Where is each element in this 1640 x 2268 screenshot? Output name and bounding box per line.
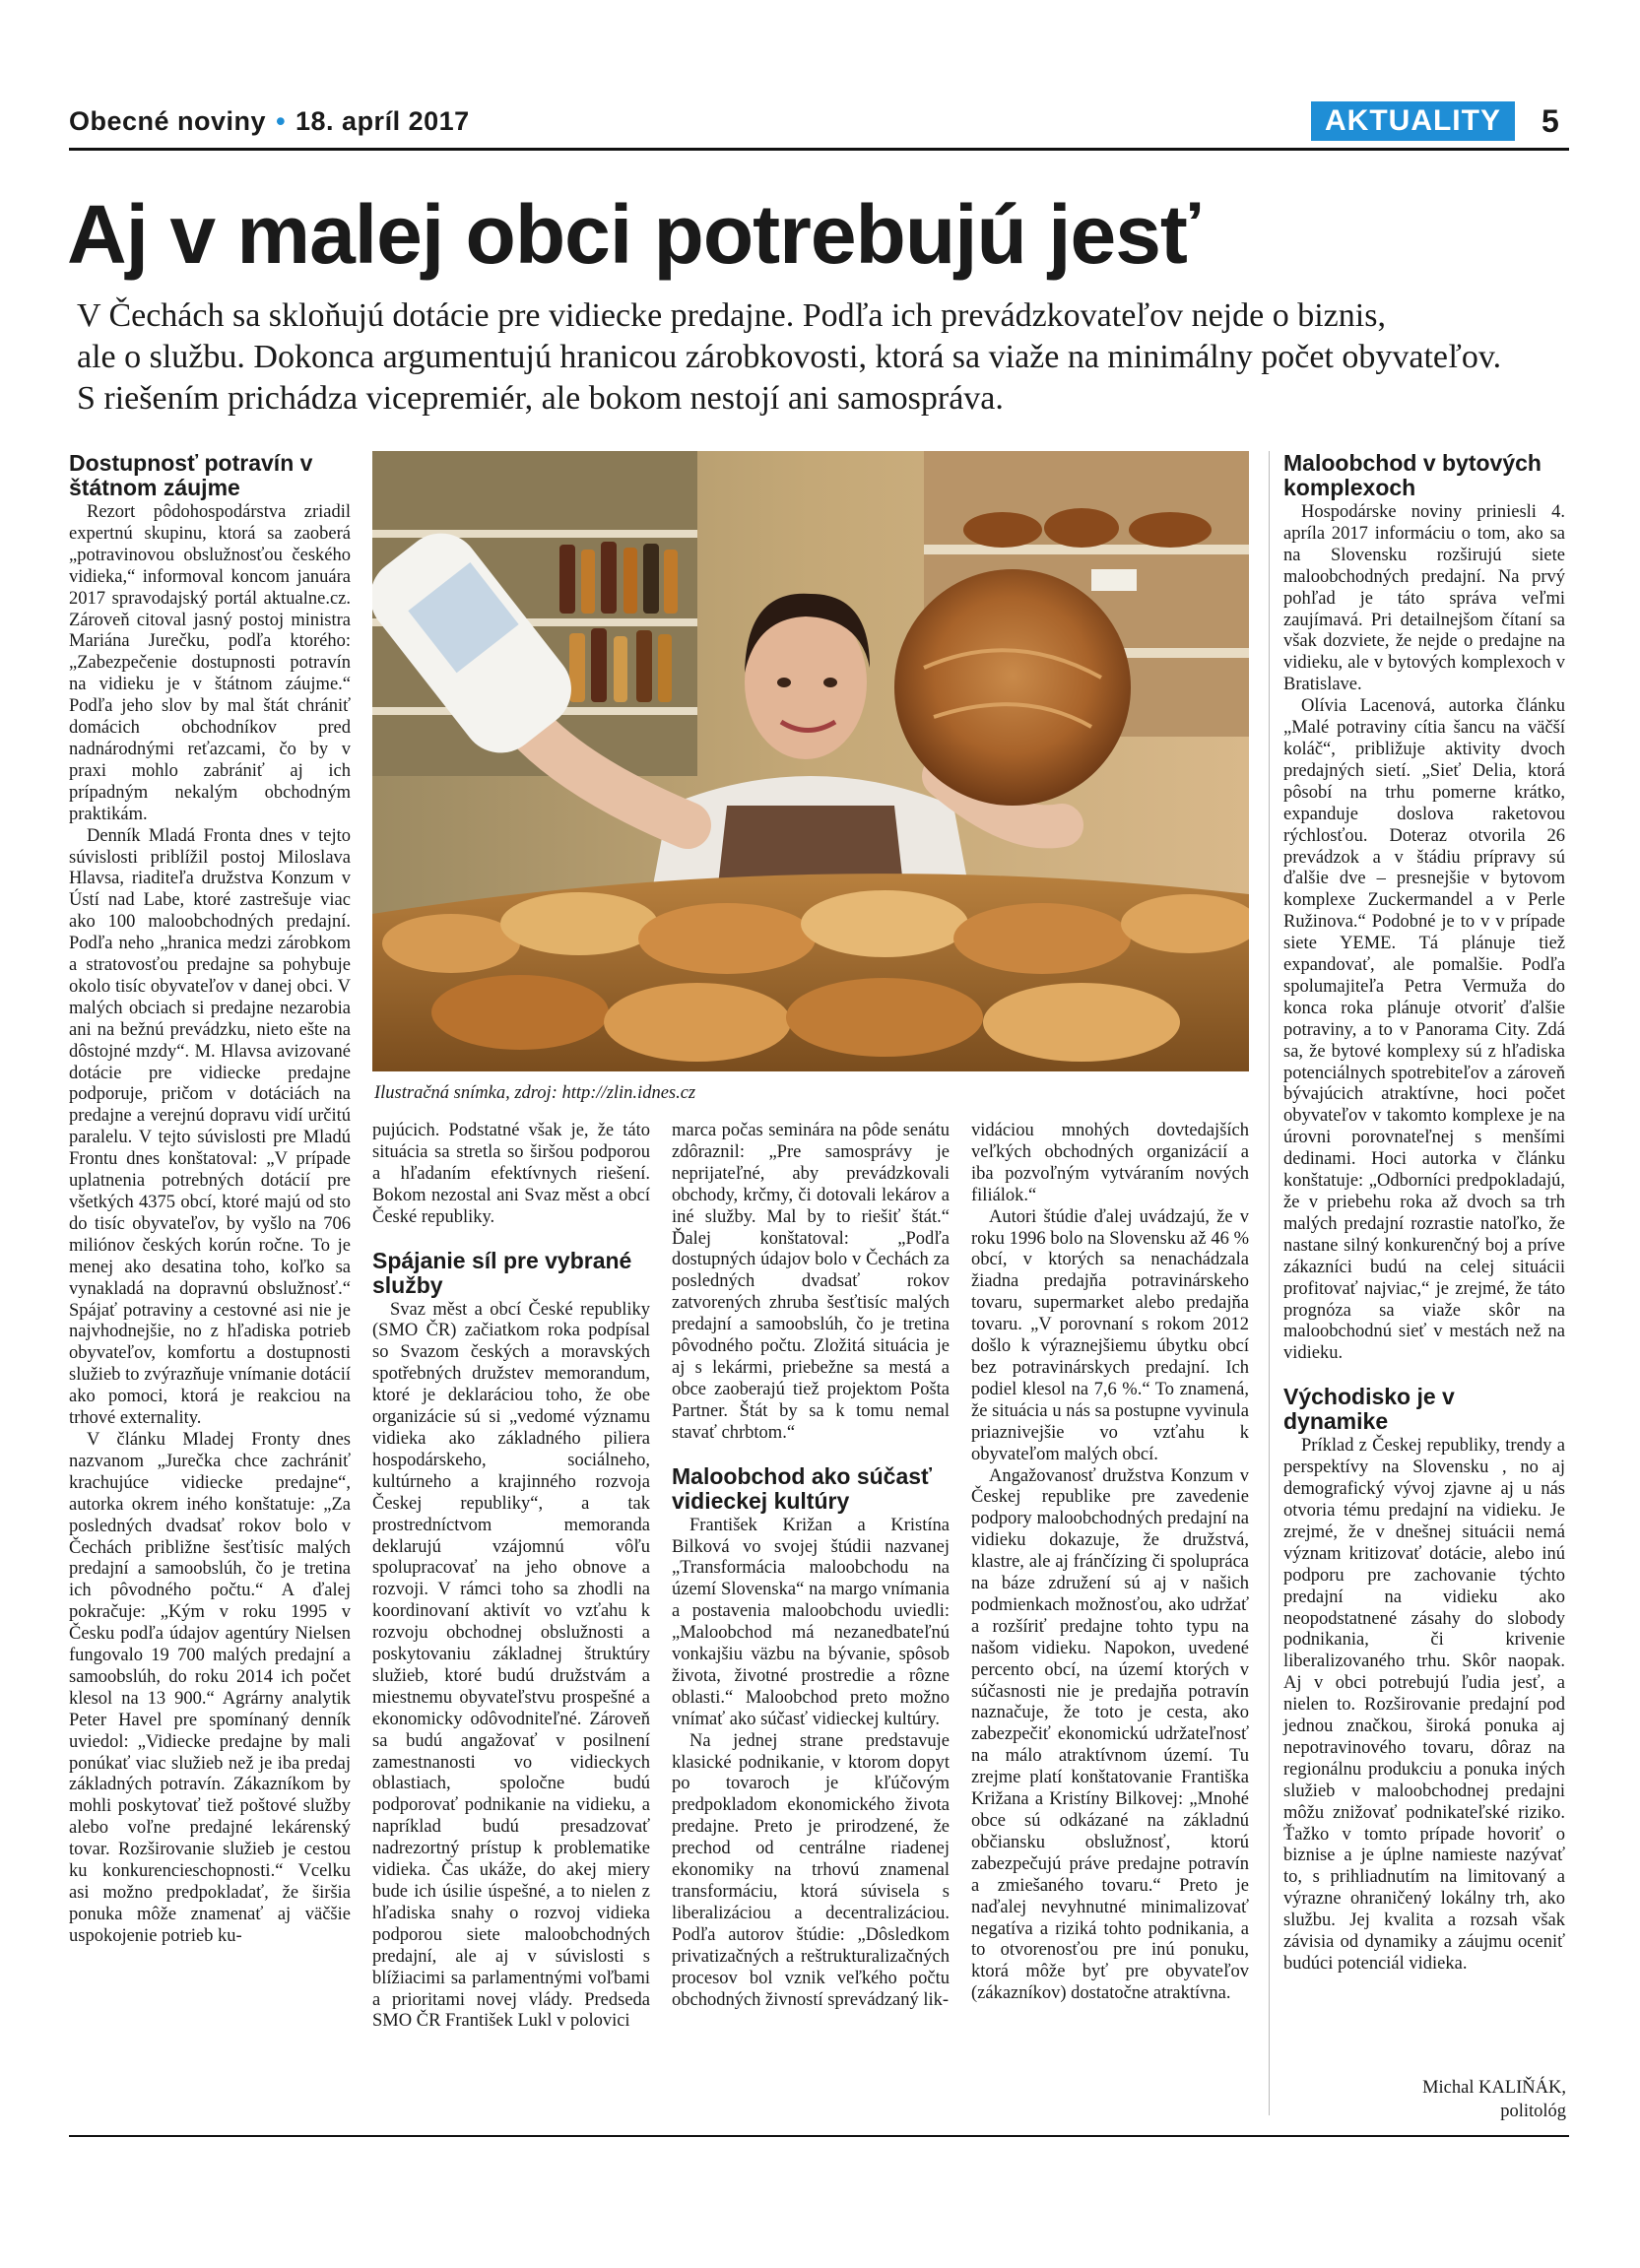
subheading: Maloobchod ako súčasť vidieckej kultúry	[672, 1462, 933, 1514]
paragraph: marca počas seminára na pôde senátu zdôraznil: „Pre samosprávy je neprijateľné, aby prevádzkovali obchody, krčmy, či dotovali lekárov a iné služby. Mal by to riešiť štát.“ Ďalej konštatoval: „Podľa dostupných údajov bolo v Čechách za posledných dvadsať rokov zatvorených zhruba šesťtisíc malých predajní a samoobslúh, čo je tretina pôvodného počtu. Zložitá situácia je aj s lekármi, priebežne sa mestá a obce zaoberajú tiež projektom Pošta Partner. Štát by sa k tomu nemal stavať chrbtom.“	[672, 1121, 950, 1443]
paragraph: Príklad z Českej republiky, trendy a perspektívy na Slovensku , no aj demografický vývoj zjavne aj u nás otvoria tému predajní na vidieku. Je zrejmé, že v dnešnej situácii nemá význam kritizovať dotácie, alebo inú podporu pre zachovanie týchto predajní na vidieku ako neopodstatnené zásahy do slobody podnikania, či krivenie liberalizovaného trhu. Skôr naopak. Aj v obci potrebujú ľudia jesť, a nielen to. Rozširovanie predajní pod jednou značkou, široká ponuka aj nepotravinového tovaru, dôraz na regionálnu produkciu a ponuka iných služieb v maloobchodnej predajni môžu znižovať podnikateľské riziko. Ťažko v tomto prípade hovoriť o biznise a je úplne namieste nazývať to, s prihliadnutím na limitovaný a výrazne ohraničený lokálny trh, ako službu. Jej kvalita a rozsah však závisia od dynamiky a záujmu oceniť budúci potenciál vidieka.	[1283, 1436, 1565, 1974]
header-rule	[69, 148, 1569, 151]
author-title: politológ	[1500, 2102, 1566, 2121]
page-number: 5	[1542, 103, 1559, 139]
paragraph: V článku Mladej Fronty dnes nazvanom „Jurečka chce zachrániť krachujúce vidiecke predajne“, autorka okrem iného konštatuje: „Za posledných dvadsať rokov bolo v Čechách približne šesťtisíc malých predajní a samoobslúh, čo je tretina ich pôvodného počtu.“ A ďalej pokračuje: „Kým v roku 1995 v Česku podľa údajov agentúry Nielsen fungovalo 19 700 malých predajní a samoobslúh, do roku 2014 ich počet klesol na 13 900.“ Agrárny analytik Peter Havel pre spomínaný denník uviedol: „Vidiecke predajne by mali ponúkať viac služieb než je iba predaj základných potravín. Zákazníkom by mohli poskytovať tiež poštové služby alebo voľne predajné lekárenský tovar. Rozširovanie služieb je cestou ku konkurencieschopnosti.“ Vcelku asi možno predpokladať, že širšia ponuka môže znamenať aj väčšie uspokojenie potrieb ku-	[69, 1429, 351, 1946]
headline: Aj v malej obci potrebujú jesť	[67, 188, 1200, 281]
section-badge: AKTUALITY	[1311, 101, 1515, 141]
paragraph: Hospodárske noviny priniesli 4. apríla 2017 informáciu o tom, ako sa na Slovensku rozširujú siete maloobchodných predajní. Na prvý pohľad je táto správa veľmi zaujímavá. Pri detailnejšom čítaní sa však dozviete, že nejde o predajne na vidieku, ale v bytových komplexoch v Bratislave.	[1283, 502, 1565, 695]
paragraph: Denník Mladá Fronta dnes v tejto súvislosti priblížil postoj Miloslava Hlavsa, riaditeľa družstva Konzum v Ústí nad Labe, ktoré zastrešuje viac ako 100 maloobchodných predajní. Podľa neho „hranica medzi zárobkom a stratovosťou predajne sa pohybuje okolo tisíc obyvateľov v danej obci. V malých obciach si predajne nezarobia ani na bežnú prevádzku, nieto ešte na dôstojné mzdy“. M. Hlavsa avizované dotácie pre vidiecke predajne podporuje, pričom v dotáciách na predajne a verejnú dopravu vidí určitú paralelu. V tejto súvislosti pre Mladú Frontu dnes konštatoval: „V prípade uplatnenia potrebných dotácií pre všetkých 4375 obcí, ktoré majú od sto do tisíc obyvateľov, by vyšlo na 706 miliónov českých korún ročne. To je menej ako desatina toho, koľko sa vynakladá na dopravnú obslužnosť.“ Spájať potraviny a cestovné asi nie je najvhodnejšie, no z hľadiska potrieb obyvateľov, komfortu a dostupnosti služieb to zvýrazňuje vnímanie dotácií ako pomoci, ktorá je reakciou na trhové externality.	[69, 825, 351, 1429]
lead-line: S riešením prichádza vicepremiér, ale bokom nestojí ani samospráva.	[77, 380, 1004, 417]
subheading: Východisko je v dynamike	[1283, 1384, 1455, 1435]
masthead	[69, 106, 470, 137]
paragraph: Na jednej strane predstavuje klasické podnikanie, v ktorom dopyt po tovaroch je kľúčovým predpokladom ekonomického života predajne. Preto je prirodzené, že prechod od centrálne riadenej ekonomiky na trhovú znamenal transformáciu, ktorá súvisela s liberalizáciou a decentralizáciou. Podľa autorov štúdie: „Dôsledkom privatizačných a reštrukturalizačných procesov bol vznik veľkého počtu obchodných živností sprevádzaný lik-	[672, 1730, 950, 2010]
column-5	[1283, 451, 1565, 1976]
issue-date: 18. apríl 2017	[295, 106, 470, 136]
bullet-icon: •	[276, 106, 287, 136]
article-photo	[372, 451, 1249, 1071]
author-name: Michal KALIŇÁK,	[1422, 2078, 1566, 2098]
subheading: Dostupnosť potravín v štátnom záujme	[69, 450, 313, 500]
bakery-photo	[372, 451, 1249, 1071]
paragraph: pujúcich. Podstatné však je, že táto situácia sa stretla so širšou podporou a hľadaním efektívnych riešení. Bokom nezostal ani Svaz měst a obcí České republiky.	[372, 1121, 650, 1227]
paragraph: František Križan a Kristína Bilková vo svojej štúdii nazvanej „Transformácia maloobchodu na území Slovenska“ na margo vnímania a postavenia maloobchodu uviedli: „Maloobchod má nezanedbateľnú vonkajšiu väzbu na bývanie, spôsob života, životné prostredie a rôzne oblasti.“ Maloobchod preto možno vnímať ako súčasť vidieckej kultúry.	[672, 1515, 950, 1729]
column-4	[971, 1121, 1249, 2005]
photo-caption: Ilustračná snímka, zdroj: http://zlin.idnes.cz	[374, 1083, 696, 1103]
column-2	[372, 1121, 650, 2033]
subheading: Spájanie síl pre vybrané služby	[372, 1247, 632, 1298]
column-1	[69, 451, 351, 1948]
lead-line: ale o službu. Dokonca argumentujú hranicou zárobkovosti, ktorá sa viaže na minimálny počet obyvateľov.	[77, 339, 1502, 375]
column-divider	[1269, 451, 1270, 2115]
lead-line: V Čechách sa skloňujú dotácie pre vidiecke predajne. Podľa ich prevádzkovateľov nejde o biznis,	[77, 297, 1386, 334]
paragraph: Rezort pôdohospodárstva zriadil expertnú skupinu, ktorá sa zaoberá „potravinovou obslužnosťou českého vidieka,“ informoval koncom januára 2017 spravodajský portál aktualne.cz. Zároveň citoval jasný postoj ministra Mariána Jurečku, podľa ktorého: „Zabezpečenie dostupnosti potravín na vidieku je v štátnom záujme.“ Podľa jeho slov by mal štát chrániť domácich obchodníkov pred nadnárodnými reťazcami, čo by v praxi mohlo zabrániť aj ich prípadným nekalým obchodným praktikám.	[69, 502, 351, 824]
column-3	[672, 1121, 950, 2011]
byline	[1280, 2076, 1566, 2123]
lead-paragraph	[77, 295, 1574, 420]
publication-name: Obecné noviny	[69, 106, 267, 136]
footer-rule	[69, 2135, 1569, 2137]
paragraph: Svaz měst a obcí České republiky (SMO ČR) začiatkom roka podpísal so Svazom českých a moravských spotřebných družstev memorandum, ktoré je deklaráciou toho, že obe organizácie sú si „vedomé významu vidieka ako základného piliera hospodárskeho, sociálneho, kultúrneho a krajinného rozvoja Českej republiky“, a tak prostredníctvom memoranda deklarujú vzájomnú vôľu spolupracovať na jeho obnove a rozvoji. V rámci toho sa zhodli na koordinovaní aktivít vo vzťahu k rozvoju obchodnej obslužnosti a poskytovaniu základnej štruktúry služieb, ktoré budú družstvám a miestnemu obyvateľstvu prospešné a ekonomicky odôvodniteľné. Zároveň sa budú angažovať v posilnení zamestnanosti vo vidieckych oblastiach, spoločne budú podporovať podnikanie na vidieku, a napríklad budú presadzovať nadrezortný prístup k problematike vidieka. Čas ukáže, do akej miery bude ich úsilie úspešné, a to nielen z hľadiska snahy o rozvoj vidieka podporou siete maloobchodných predajní, ale aj v súvislosti s blížiacimi sa parlamentnými voľbami a prioritami novej vlády. Predseda SMO ČR František Lukl v polovici	[372, 1299, 650, 2032]
paragraph: Olívia Lacenová, autorka článku „Malé potraviny cítia šancu na väčší koláč“, približuje aktivity dvoch predajných sietí. „Sieť Delia, ktorá pôsobí na trhu pomerne krátko, expanduje doslova raketovou rýchlosťou. Doteraz otvorila 26 prevádzok a v štádiu prípravy sú ďalšie dve – presnejšie v bytovom komplexe Zuckermandel a v Perle Ružinova.“ Podobné je to v v prípade siete YEME. Tá plánuje tiež expandovať, ale pomalšie. Podľa spolumajiteľa Petra Vermuža do konca roka plánuje otvoriť ďalšie potraviny, a to v Panorama City. Zdá sa, že bytové komplexy sú z hľadiska potenciálnych spotrebiteľov a zároveň bývajúcich atraktívne, hoci počet obyvateľov v takomto komplexe je na úrovni porovnateľnej s menšími dedinami. Hoci autorka v článku konštatuje: „Odborníci predpokladajú, že v priebehu roka až dvoch sa trh malých predajní rozrastie natoľko, že nastane silný konkurenčný boj a príve zákazníci budú na celej situácii profitovať najviac,“ je zrejmé, že táto prognóza sa viaže skôr na maloobchodnú sieť v mestách než na vidieku.	[1283, 696, 1565, 1364]
subheading: Maloobchod v bytových komplexoch	[1283, 450, 1542, 500]
paragraph: Angažovanosť družstva Konzum v Českej republike pre zavedenie podpory maloobchodných predajní na vidieku dokazuje, že družstvá, klastre, ale aj fránčízing či spolupráca na báze združení sú aj v našich podmienkach možnosťou, ako udržať a rozšíriť predajne tohto typu na našom vidieku. Napokon, uvedené percento obcí, na území ktorých v súčasnosti nie je predajňa potravín naznačuje, že toto je cesta, ako zabezpečiť ekonomickú udržateľnosť na málo atraktívnom území. Tu zrejme platí konštatovanie Františka Križana a Kristíny Bilkovej: „Mnohé obce sú odkázané na základnú občiansku obslužnosť, ktorú zabezpečujú práve predajne potravín a zmiešaného tovaru.“ Preto je naďalej nevyhnutné minimalizovať negatíva a riziká tohto podnikania, a to otvorenosťou pre inú ponuku, ktorá môže byť pre obyvateľov (zákazníkov) dostatočne atraktívna.	[971, 1465, 1249, 2004]
paragraph: vidáciou mnohých dovtedajších veľkých obchodných organizácií a iba pozvoľným vytváraním nových filiálok.“	[971, 1121, 1249, 1205]
paragraph: Autori štúdie ďalej uvádzajú, že v roku 1996 bolo na Slovensku až 46 % obcí, v ktorých sa nenachádzala žiadna predajňa potravinárskeho tovaru, supermarket alebo predajňa tovaru. „V porovnaní s rokom 2012 došlo k výraznejšiemu úbytku obcí bez potravinárskych predajní. Ich podiel klesol na 7,6 %.“ To znamená, že situácia u nás sa postupne vyvinula priaznivejšie vo vzťahu k obyvateľom malých obcí.	[971, 1206, 1249, 1464]
